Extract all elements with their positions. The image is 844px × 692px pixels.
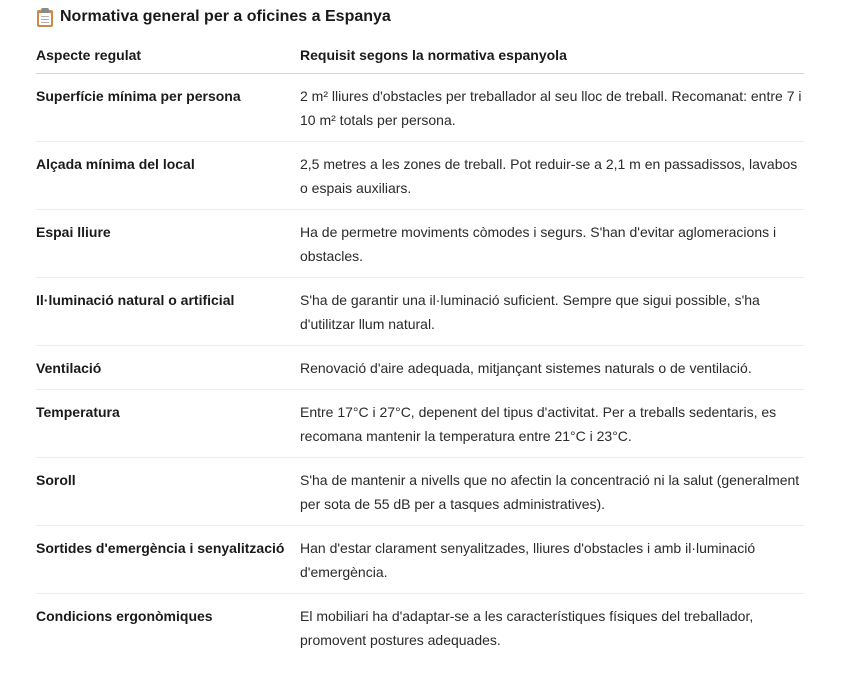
aspect-cell: Temperatura <box>36 390 300 458</box>
aspect-cell: Ventilació <box>36 346 300 390</box>
aspect-cell: Superfície mínima per persona <box>36 74 300 142</box>
requirement-cell: 2,5 metres a les zones de treball. Pot reduir-se a 2,1 m en passadissos, lavabos o espais auxiliars. <box>300 142 804 210</box>
table-row <box>36 390 804 458</box>
table-row <box>36 594 804 662</box>
table-row <box>36 526 804 594</box>
aspect-cell: Condicions ergonòmiques <box>36 608 213 624</box>
clipboard-icon <box>36 7 54 27</box>
column-header-requirement: Requisit segons la normativa espanyola <box>300 40 804 74</box>
aspect-cell: Sortides d'emergència i senyalització <box>36 526 300 594</box>
column-header-aspect: Aspecte regulat <box>36 40 300 74</box>
aspect-cell: Soroll <box>36 458 300 526</box>
requirement-cell: Ha de permetre moviments còmodes i segurs. S'han d'evitar aglomeracions i obstacles. <box>300 210 804 278</box>
requirement-cell: 2 m² lliures d'obstacles per treballador al seu lloc de treball. Recomanat: entre 7 i 10 m² totals per persona. <box>300 74 804 142</box>
aspect-cell: Espai lliure <box>36 210 300 278</box>
table-row <box>36 210 804 278</box>
table-row <box>36 346 804 390</box>
requirement-cell: Entre 17°C i 27°C, depenent del tipus d'activitat. Per a treballs sedentaris, es recomana mantenir la temperatura entre 21°C i 23°C. <box>300 390 804 458</box>
requirement-cell: S'ha de mantenir a nivells que no afectin la concentració ni la salut (generalment per sota de 55 dB per a tasques administratives). <box>300 458 804 526</box>
requirement-cell: El mobiliari ha d'adaptar-se a les característiques físiques del treballador, promovent postures adequades. <box>300 608 754 648</box>
regulations-table <box>36 40 804 661</box>
aspect-cell: Alçada mínima del local <box>36 142 300 210</box>
requirement-cell: Renovació d'aire adequada, mitjançant sistemes naturals o de ventilació. <box>300 346 804 390</box>
requirement-cell: Han d'estar clarament senyalitzades, lliures d'obstacles i amb il·luminació d'emergència. <box>300 526 804 594</box>
aspect-cell: Il·luminació natural o artificial <box>36 278 300 346</box>
table-header-row <box>36 40 804 74</box>
page-title: Normativa general per a oficines a Espanya <box>60 8 391 25</box>
table-row <box>36 74 804 142</box>
page-heading <box>36 6 391 28</box>
requirement-cell: S'ha de garantir una il·luminació suficient. Sempre que sigui possible, s'ha d'utilitzar llum natural. <box>300 278 804 346</box>
table-row <box>36 458 804 526</box>
table-row <box>36 142 804 210</box>
table-row <box>36 278 804 346</box>
